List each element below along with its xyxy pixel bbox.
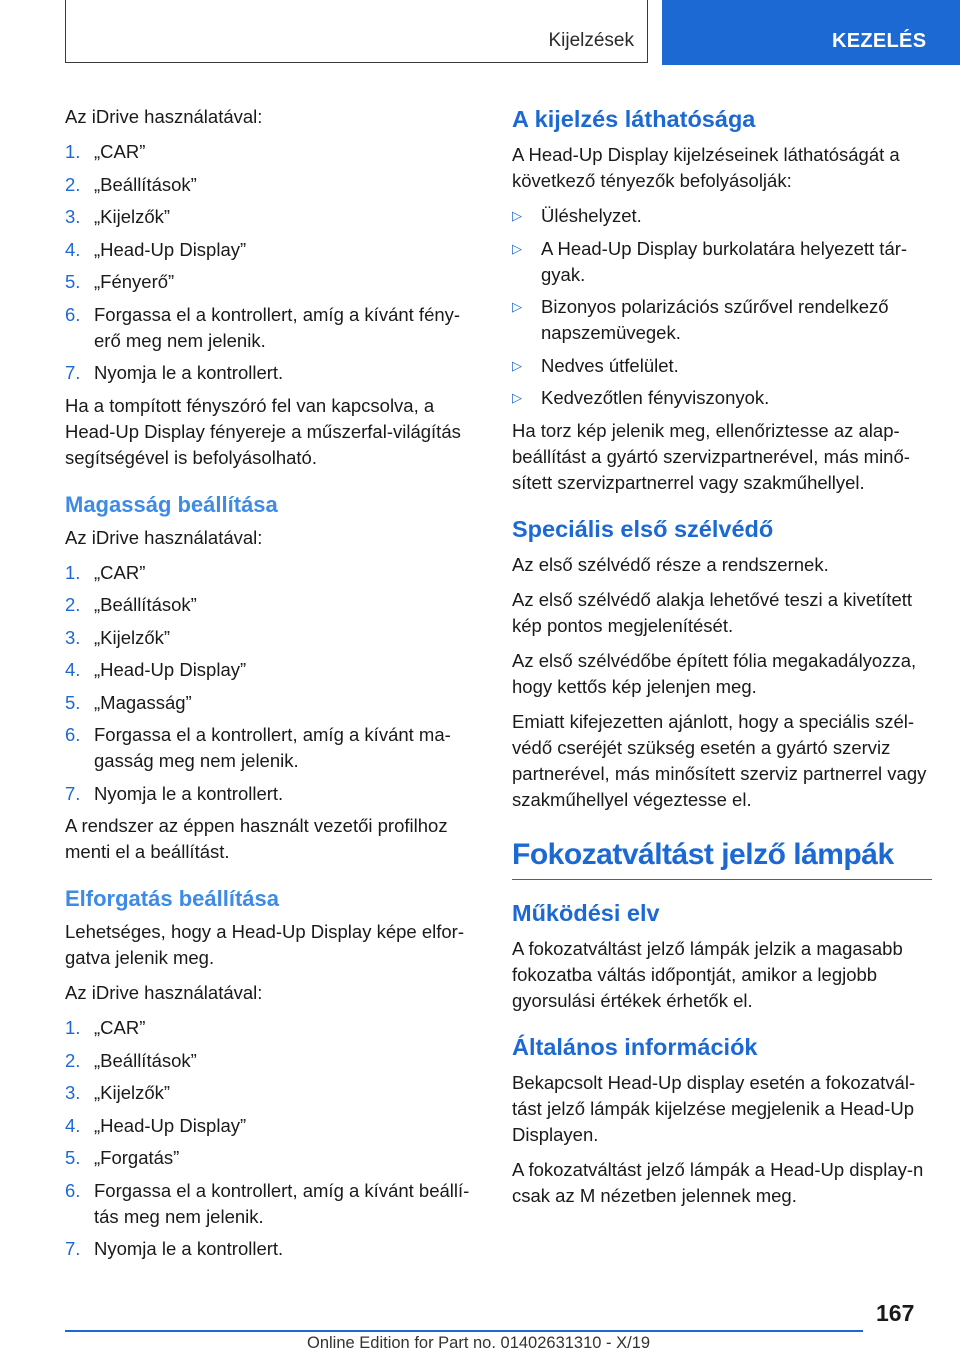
triangle-bullet-icon: ▷ bbox=[512, 299, 522, 314]
step-item bbox=[65, 1015, 480, 1041]
page-number: 167 bbox=[876, 1300, 915, 1326]
chapter-tab bbox=[662, 0, 960, 65]
footer-edition-text: Online Edition for Part no. 01402631310 - X/19 bbox=[307, 1334, 651, 1352]
step-number: 1. bbox=[65, 1017, 81, 1038]
step-item bbox=[65, 1178, 480, 1230]
step-number: 7. bbox=[65, 782, 81, 804]
step-number: 2. bbox=[65, 1049, 81, 1071]
step-number: 3. bbox=[65, 1082, 81, 1103]
paragraph: Bekapcsolt Head-Up display esetén a fokozatvál‐tást jelző lámpák kijelzése megjelenik a Head-Up Displayen. bbox=[512, 1071, 916, 1145]
step-item bbox=[65, 269, 480, 295]
paragraph: Az első szélvédő része a rendszernek. bbox=[512, 553, 829, 575]
paragraph: Emiatt kifejezetten ajánlott, hogy a speciális szél‐védő cseréjét szükség esetén a gyártó szerviz partnerével, más minősített szerviz partnerrel vagy szakműhellyel végeztesse el. bbox=[512, 710, 927, 810]
rotation-steps bbox=[65, 1015, 480, 1262]
chapter-heading: Fokozatváltást jelző lámpák bbox=[512, 835, 932, 880]
bullet-text: Üléshelyzet. bbox=[541, 205, 642, 226]
intro-paragraph: Az iDrive használatával: bbox=[65, 982, 263, 1003]
note-paragraph: Ha torz kép jelenik meg, ellenőriztesse az alap‐beállítást a gyártó szervizpartnerével, más minő‐sített szervizpartnerrel vagy szakműhellyel. bbox=[512, 419, 910, 493]
step-item bbox=[65, 1236, 480, 1262]
step-text: „Beállítások” bbox=[94, 1049, 197, 1071]
step-number: 3. bbox=[65, 206, 81, 227]
step-text: „Magasság” bbox=[94, 691, 192, 713]
triangle-bullet-icon: ▷ bbox=[512, 240, 522, 256]
step-number: 6. bbox=[65, 1179, 81, 1201]
triangle-bullet-icon: ▷ bbox=[512, 208, 522, 223]
paragraph: A fokozatváltást jelző lámpák a Head-Up display‐n csak az M nézetben jelennek meg. bbox=[512, 1158, 924, 1206]
intro-paragraph: Az iDrive használatával: bbox=[65, 106, 263, 127]
step-text: „Beállítások” bbox=[94, 173, 197, 195]
step-number: 6. bbox=[65, 303, 81, 325]
step-text: „Beállítások” bbox=[94, 594, 197, 615]
step-number: 3. bbox=[65, 626, 81, 648]
section-heading-height: Magasság beállítása bbox=[65, 491, 278, 517]
step-number: 1. bbox=[65, 561, 81, 583]
height-steps bbox=[65, 560, 480, 807]
step-item bbox=[65, 722, 480, 774]
step-text: „Head-Up Display” bbox=[94, 1114, 247, 1136]
step-text: „Kijelzők” bbox=[94, 1082, 171, 1103]
step-item bbox=[65, 560, 480, 586]
bullet-text: A Head-Up Display burkolatára helyezett tár‐gyak. bbox=[541, 237, 908, 285]
step-text: Nyomja le a kontrollert. bbox=[94, 362, 284, 383]
step-number: 5. bbox=[65, 1147, 81, 1168]
step-number: 4. bbox=[65, 1114, 81, 1136]
section-heading-visibility: A kijelzés láthatósága bbox=[512, 106, 756, 132]
step-text: „Head-Up Display” bbox=[94, 238, 247, 260]
paragraph: A fokozatváltást jelző lámpák jelzik a magasabb fokozatba váltás időpontját, amikor a legjobb gyorsulási értékek érhetők el. bbox=[512, 937, 903, 1011]
footer-divider bbox=[65, 1330, 863, 1332]
section-heading-windshield: Speciális első szélvédő bbox=[512, 515, 774, 542]
step-text: „CAR” bbox=[94, 141, 146, 162]
step-item bbox=[65, 1145, 480, 1171]
step-number: 7. bbox=[65, 1238, 81, 1259]
step-number: 2. bbox=[65, 594, 81, 615]
bullet-item bbox=[512, 203, 932, 229]
visibility-factors-list bbox=[512, 203, 932, 411]
note-paragraph: Ha a tompított fényszóró fel van kapcsolva, a Head-Up Display fényereje a műszerfal-világítás segítségével is befolyásolható. bbox=[65, 394, 461, 468]
step-text: „Forgatás” bbox=[94, 1147, 180, 1168]
step-text: „Kijelzők” bbox=[94, 626, 171, 648]
step-item bbox=[65, 237, 480, 263]
step-item bbox=[65, 657, 480, 683]
section-title: Kijelzések bbox=[548, 30, 634, 51]
step-text: Forgassa el a kontrollert, amíg a kívánt beállí‐tás meg nem jelenik. bbox=[94, 1179, 470, 1227]
step-item bbox=[65, 204, 480, 230]
chapter-tab-label: KEZELÉS bbox=[832, 30, 927, 52]
step-item bbox=[65, 1113, 480, 1139]
section-heading-general-info: Általános információk bbox=[512, 1033, 758, 1060]
step-item bbox=[65, 1080, 480, 1106]
step-item bbox=[65, 172, 480, 198]
description-paragraph: Lehetséges, hogy a Head-Up Display képe elfor‐gatva jelenik meg. bbox=[65, 921, 465, 968]
step-text: „Head-Up Display” bbox=[94, 659, 247, 680]
left-column bbox=[65, 104, 480, 1269]
step-item bbox=[65, 360, 480, 386]
step-text: „CAR” bbox=[94, 1017, 146, 1038]
step-number: 1. bbox=[65, 141, 81, 162]
bullet-text: Bizonyos polarizációs szűrővel rendelkező napszemüvegek. bbox=[541, 296, 889, 343]
step-item bbox=[65, 781, 480, 807]
section-heading-rotation: Elforgatás beállítása bbox=[65, 886, 279, 911]
step-text: „Fényerő” bbox=[94, 271, 175, 292]
step-item bbox=[65, 1048, 480, 1074]
brightness-steps bbox=[65, 139, 480, 386]
step-number: 5. bbox=[65, 271, 81, 292]
step-number: 6. bbox=[65, 724, 81, 745]
step-number: 4. bbox=[65, 238, 81, 260]
bullet-item bbox=[512, 236, 932, 288]
intro-paragraph: A Head-Up Display kijelzéseinek láthatóságát a következő tényezők befolyásolják: bbox=[512, 144, 900, 191]
bullet-item bbox=[512, 353, 932, 379]
right-column bbox=[512, 104, 932, 1218]
step-number: 4. bbox=[65, 659, 81, 680]
step-number: 2. bbox=[65, 173, 81, 195]
note-paragraph: A rendszer az éppen használt vezetői profilhoz menti el a beállítást. bbox=[65, 815, 448, 862]
step-text: Nyomja le a kontrollert. bbox=[94, 782, 284, 804]
bullet-text: Kedvezőtlen fényviszonyok. bbox=[541, 387, 770, 408]
step-text: „CAR” bbox=[94, 561, 146, 583]
step-text: Nyomja le a kontrollert. bbox=[94, 1238, 284, 1259]
section-heading-principle: Működési elv bbox=[512, 899, 660, 926]
step-item bbox=[65, 690, 480, 716]
step-text: Forgassa el a kontrollert, amíg a kívánt fény‐erő meg nem jelenik. bbox=[94, 303, 461, 351]
triangle-bullet-icon: ▷ bbox=[512, 357, 522, 373]
step-text: „Kijelzők” bbox=[94, 206, 171, 227]
bullet-text: Nedves útfelület. bbox=[541, 354, 679, 376]
step-item bbox=[65, 625, 480, 651]
step-number: 5. bbox=[65, 691, 81, 713]
paragraph: Az első szélvédőbe épített fólia megakadályozza, hogy kettős kép jelenjen meg. bbox=[512, 649, 917, 697]
step-number: 7. bbox=[65, 362, 81, 383]
triangle-bullet-icon: ▷ bbox=[512, 390, 522, 405]
bullet-item bbox=[512, 385, 932, 411]
paragraph: Az első szélvédő alakja lehetővé teszi a kivetített kép pontos megjelenítését. bbox=[512, 588, 913, 636]
intro-paragraph: Az iDrive használatával: bbox=[65, 526, 263, 548]
step-item bbox=[65, 139, 480, 165]
step-item bbox=[65, 592, 480, 618]
bullet-item bbox=[512, 294, 932, 346]
step-item bbox=[65, 302, 480, 354]
step-text: Forgassa el a kontrollert, amíg a kívánt ma‐gasság meg nem jelenik. bbox=[94, 724, 451, 771]
